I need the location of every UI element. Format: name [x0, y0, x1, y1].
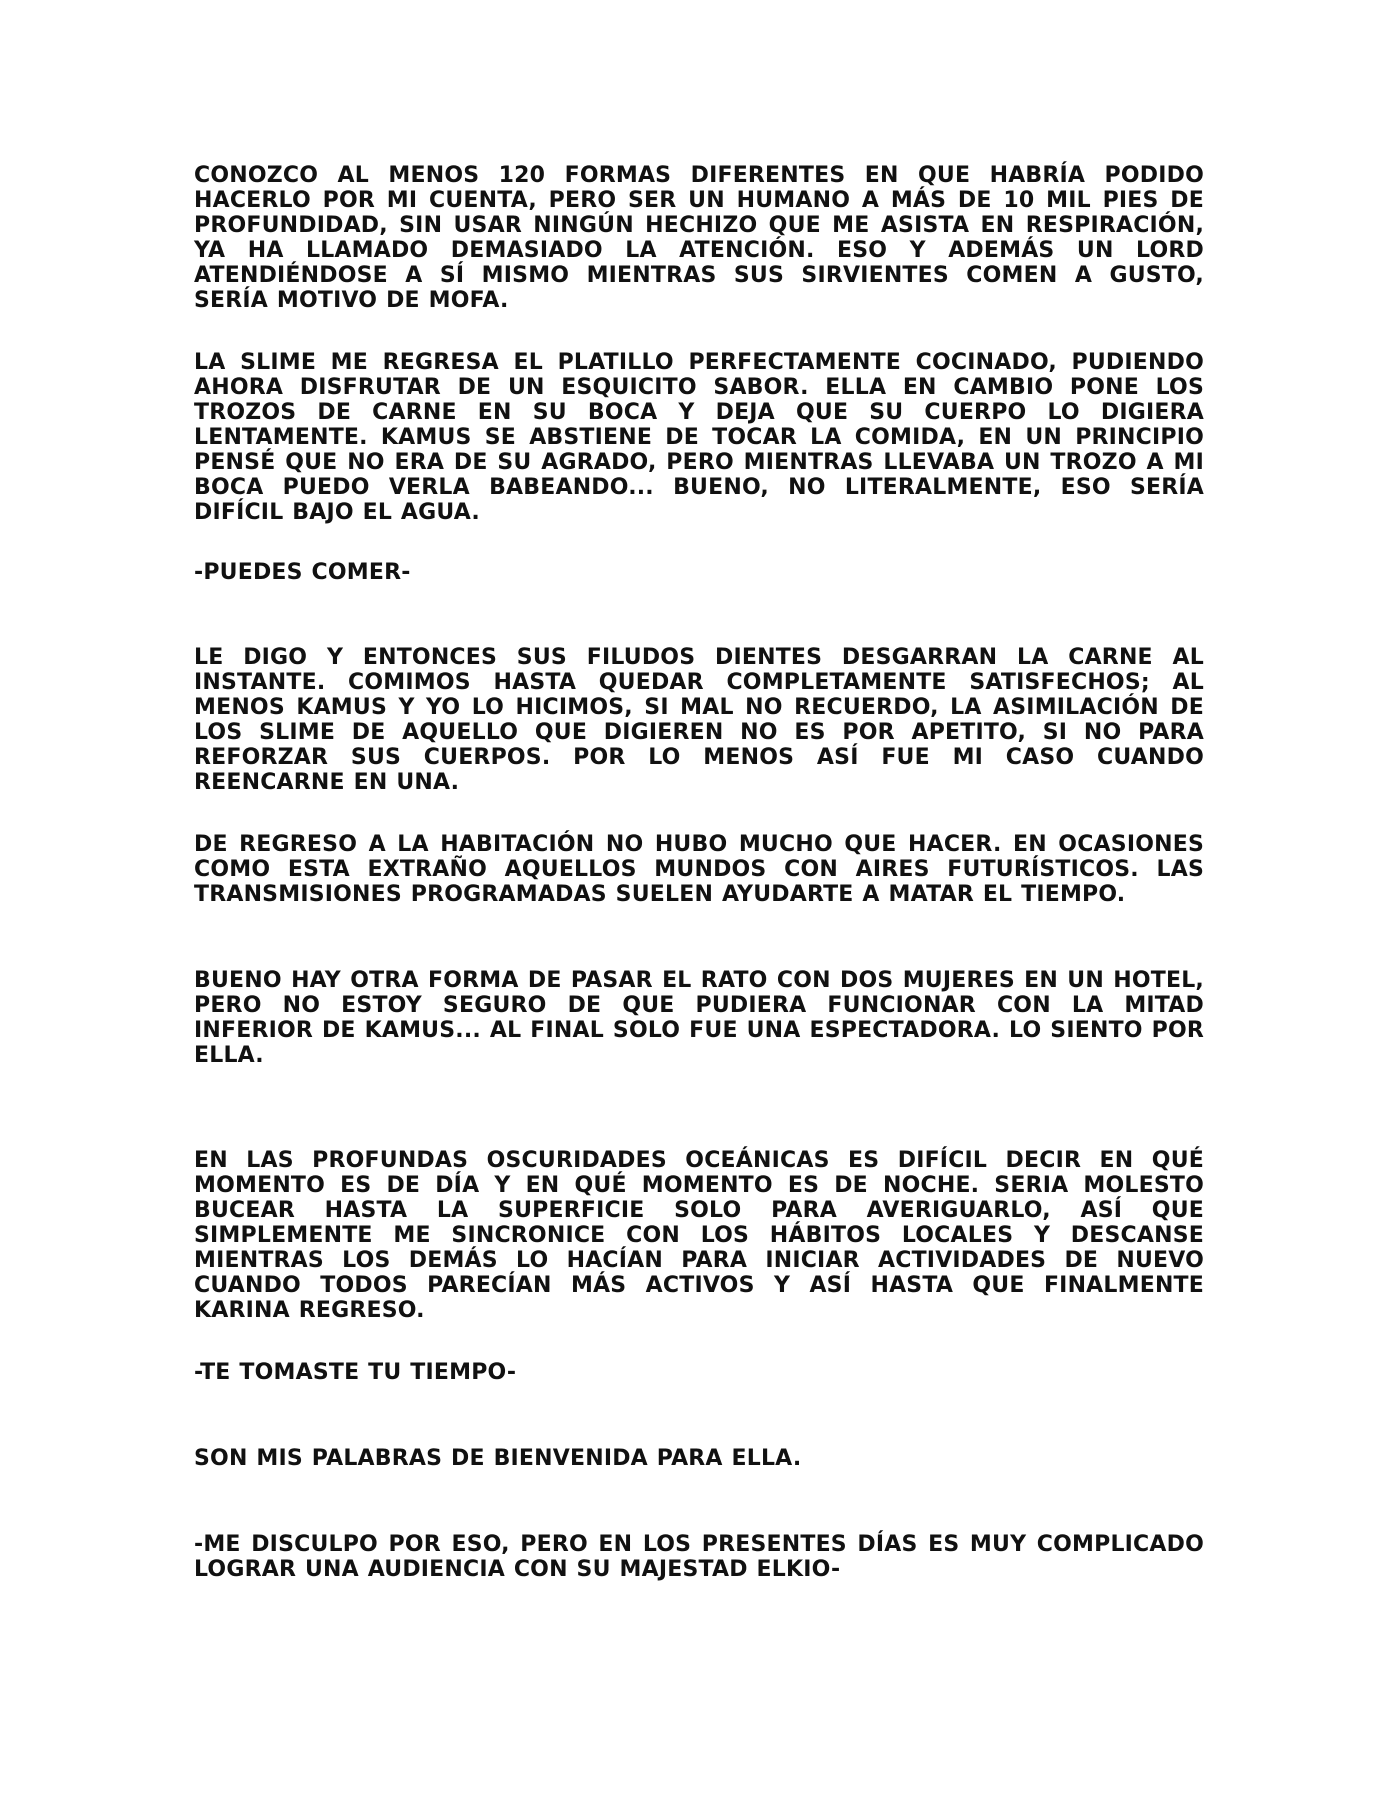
paragraph-2: LA SLIME ME REGRESA EL PLATILLO PERFECTAMENTE COCINADO, PUDIENDO AHORA DISFRUTAR DE UN ESQUICITO SABOR. ELLA EN CAMBIO PONE LOS TROZOS DE CARNE EN SU BOCA Y DEJA QUE SU CUERPO LO DIGIERA LENTAMENTE. KAMUS SE ABSTIENE DE TOCAR LA COMIDA, EN UN PRINCIPIO PENSÉ QUE NO ERA DE SU AGRADO, PERO MIENTRAS LLEVABA UN TROZO A MI BOCA PUEDO VERLA BABEANDO... BUENO, NO LITERALMENTE, ESO SERÍA DIFÍCIL BAJO EL AGUA. [194, 350, 1204, 525]
paragraph-3: LE DIGO Y ENTONCES SUS FILUDOS DIENTES DESGARRAN LA CARNE AL INSTANTE. COMIMOS HASTA QUEDAR COMPLETAMENTE SATISFECHOS; AL MENOS KAMUS Y YO LO HICIMOS, SI MAL NO RECUERDO, LA ASIMILACIÓN DE LOS SLIME DE AQUELLO QUE DIGIEREN NO ES POR APETITO, SI NO PARA REFORZAR SUS CUERPOS. POR LO MENOS ASÍ FUE MI CASO CUANDO REENCARNE EN UNA. [194, 645, 1204, 795]
dialogue-line-3: -ME DISCULPO POR ESO, PERO EN LOS PRESENTES DÍAS ES MUY COMPLICADO LOGRAR UNA AUDIENCIA CON SU MAJESTAD ELKIO- [194, 1532, 1204, 1582]
paragraph-7: SON MIS PALABRAS DE BIENVENIDA PARA ELLA. [194, 1446, 802, 1471]
paragraph-6: EN LAS PROFUNDAS OSCURIDADES OCEÁNICAS ES DIFÍCIL DECIR EN QUÉ MOMENTO ES DE DÍA Y EN QUÉ MOMENTO ES DE NOCHE. SERIA MOLESTO BUCEAR HASTA LA SUPERFICIE SOLO PARA AVERIGUARLO, ASÍ QUE SIMPLEMENTE ME SINCRONICE CON LOS HÁBITOS LOCALES Y DESCANSE MIENTRAS LOS DEMÁS LO HACÍAN PARA INICIAR ACTIVIDADES DE NUEVO CUANDO TODOS PARECÍAN MÁS ACTIVOS Y ASÍ HASTA QUE FINALMENTE KARINA REGRESO. [194, 1148, 1204, 1323]
paragraph-4: DE REGRESO A LA HABITACIÓN NO HUBO MUCHO QUE HACER. EN OCASIONES COMO ESTA EXTRAÑO AQUELLOS MUNDOS CON AIRES FUTURÍSTICOS. LAS TRANSMISIONES PROGRAMADAS SUELEN AYUDARTE A MATAR EL TIEMPO. [194, 832, 1204, 907]
dialogue-line-2: -TE TOMASTE TU TIEMPO- [194, 1360, 517, 1385]
paragraph-5: BUENO HAY OTRA FORMA DE PASAR EL RATO CON DOS MUJERES EN UN HOTEL, PERO NO ESTOY SEGURO DE QUE PUDIERA FUNCIONAR CON LA MITAD INFERIOR DE KAMUS... AL FINAL SOLO FUE UNA ESPECTADORA. LO SIENTO POR ELLA. [194, 968, 1204, 1068]
paragraph-1: CONOZCO AL MENOS 120 FORMAS DIFERENTES EN QUE HABRÍA PODIDO HACERLO POR MI CUENTA, PERO SER UN HUMANO A MÁS DE 10 MIL PIES DE PROFUNDIDAD, SIN USAR NINGÚN HECHIZO QUE ME ASISTA EN RESPIRACIÓN, YA HA LLAMADO DEMASIADO LA ATENCIÓN. ESO Y ADEMÁS UN LORD ATENDIÉNDOSE A SÍ MISMO MIENTRAS SUS SIRVIENTES COMEN A GUSTO, SERÍA MOTIVO DE MOFA. [194, 163, 1204, 313]
dialogue-line-1: -PUEDES COMER- [194, 560, 411, 585]
